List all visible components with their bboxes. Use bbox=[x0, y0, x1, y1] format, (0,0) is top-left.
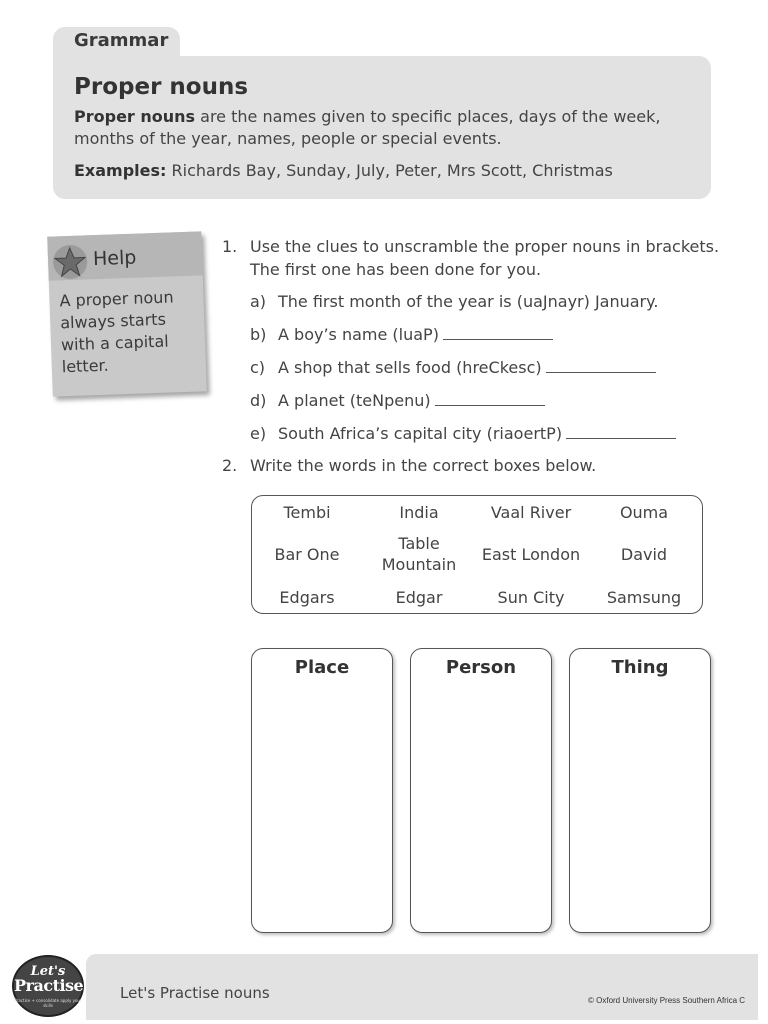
word-item: Edgar bbox=[395, 588, 443, 607]
logo-sub-text: Practise + consolidate apply your skills bbox=[14, 998, 82, 1008]
q1-number: 1. bbox=[222, 237, 238, 256]
q1-instruction-line1: Use the clues to unscramble the proper nouns in brackets. bbox=[250, 237, 720, 256]
word-item: Bar One bbox=[274, 545, 340, 564]
q1b-answer-line[interactable] bbox=[443, 324, 553, 340]
word-item: India bbox=[399, 503, 439, 522]
thing-box[interactable] bbox=[569, 648, 711, 933]
q1d-letter: d) bbox=[250, 391, 267, 410]
q1d-text: A planet (teNpenu) bbox=[278, 391, 431, 410]
examples-label: Examples: bbox=[74, 161, 167, 180]
q2-instruction: Write the words in the correct boxes below. bbox=[250, 456, 597, 475]
q2-number: 2. bbox=[222, 456, 238, 475]
q1c-text: A shop that sells food (hreCkesc) bbox=[278, 358, 542, 377]
q1b-text: A boy’s name (luaP) bbox=[278, 325, 439, 344]
word-item: Table Mountain bbox=[381, 534, 457, 574]
help-body: A proper noun always starts with a capital letter. bbox=[59, 287, 174, 377]
q1e-row bbox=[278, 423, 676, 445]
q1b-row bbox=[278, 324, 553, 346]
footer-title: Let's Practise nouns bbox=[120, 984, 270, 1002]
logo-main-text: Practise bbox=[14, 976, 84, 995]
thing-box-title: Thing bbox=[611, 657, 669, 678]
word-item: East London bbox=[481, 545, 581, 564]
word-item: Sun City bbox=[497, 588, 565, 607]
word-item: Tembi bbox=[283, 503, 331, 522]
definition-text bbox=[74, 106, 694, 150]
word-item: Ouma bbox=[619, 503, 669, 522]
q1-instruction-line2: The first one has been done for you. bbox=[250, 260, 542, 279]
copyright-text: © Oxford University Press Southern Africa C bbox=[588, 996, 746, 1005]
logo-top-text: Let's bbox=[30, 964, 66, 979]
person-box[interactable] bbox=[410, 648, 552, 933]
q1a-letter: a) bbox=[250, 292, 267, 311]
q1b-letter: b) bbox=[250, 325, 267, 344]
q1c-answer-line[interactable] bbox=[546, 357, 656, 373]
word-item: Edgars bbox=[279, 588, 335, 607]
grammar-tab-label: Grammar bbox=[74, 30, 169, 51]
q1d-answer-line[interactable] bbox=[435, 390, 545, 406]
definition-term: Proper nouns bbox=[74, 107, 196, 126]
q1e-answer-line[interactable] bbox=[566, 423, 676, 439]
definition-body: are the names given to specific places, days of the week, months of the year, names, people or special events. bbox=[74, 107, 661, 148]
q1e-letter: e) bbox=[250, 424, 267, 443]
person-box-title: Person bbox=[445, 657, 517, 678]
q1d-row bbox=[278, 390, 545, 412]
star-icon bbox=[52, 243, 89, 280]
q1a-text: The first month of the year is (uaJnayr) January. bbox=[278, 292, 659, 311]
q1c-row bbox=[278, 357, 656, 379]
help-note bbox=[47, 231, 206, 396]
lets-practise-logo bbox=[12, 955, 84, 1017]
help-header bbox=[47, 231, 202, 280]
place-box-title: Place bbox=[294, 657, 350, 678]
word-item: Samsung bbox=[606, 588, 682, 607]
q1c-letter: c) bbox=[250, 358, 266, 377]
help-title: Help bbox=[92, 246, 137, 271]
place-box[interactable] bbox=[251, 648, 393, 933]
word-item: Vaal River bbox=[490, 503, 572, 522]
page-title: Proper nouns bbox=[74, 74, 249, 100]
examples-text bbox=[74, 160, 694, 182]
word-item: David bbox=[620, 545, 668, 564]
examples-list: Richards Bay, Sunday, July, Peter, Mrs Scott, Christmas bbox=[166, 161, 613, 180]
q1e-text: South Africa’s capital city (riaoertP) bbox=[278, 424, 563, 443]
